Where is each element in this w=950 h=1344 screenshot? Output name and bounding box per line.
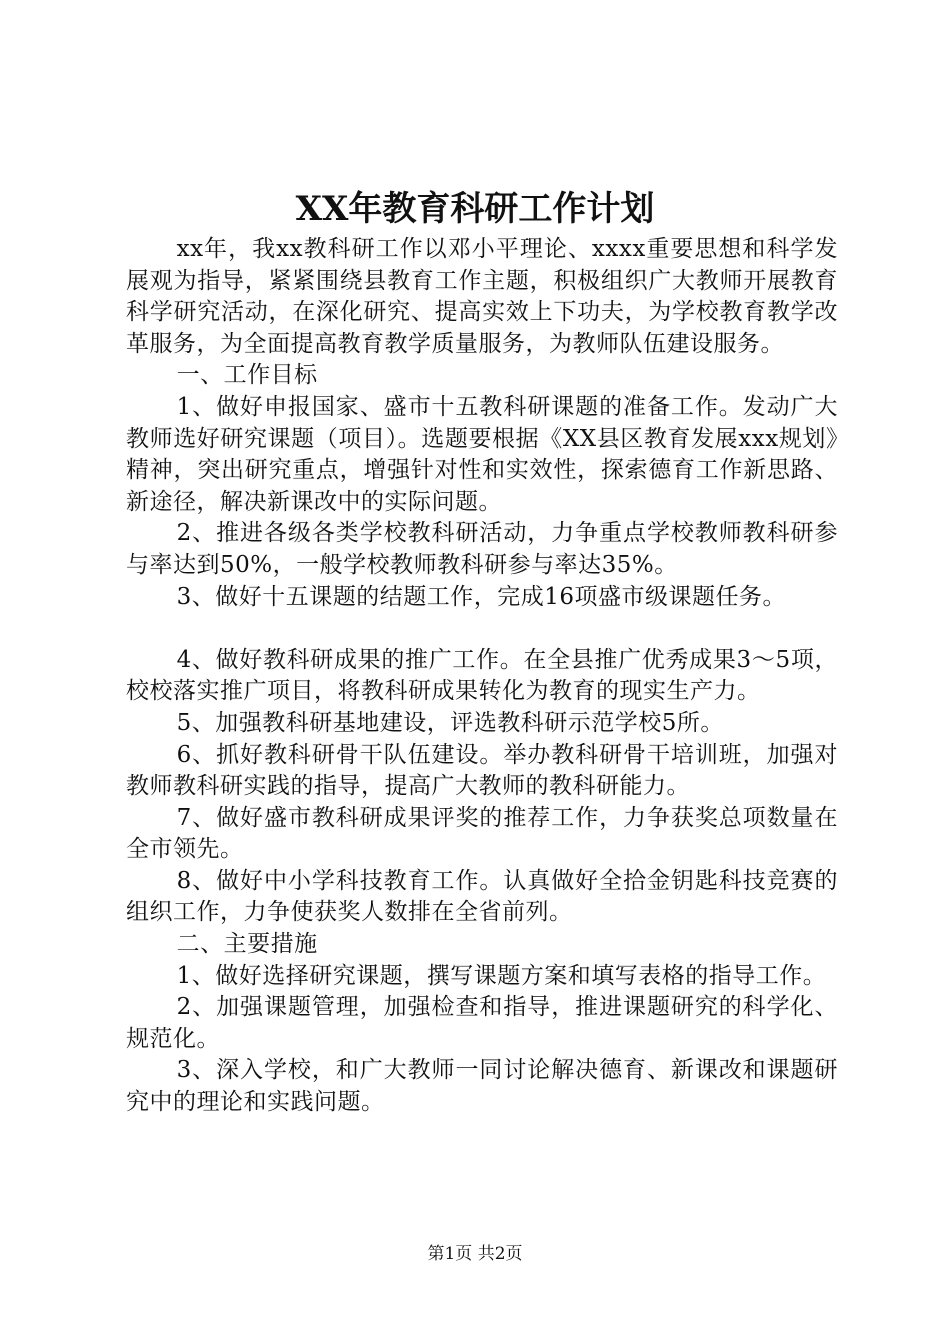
goal-item: 1、做好申报国家、盛市十五教科研课题的准备工作。发动广大教师选好研究课题（项目）。选题要根据《XX县区教育发展xxx规划》精神，突出研究重点，增强针对性和实效性，探索德育工作新思路、新途径，解决新课改中的实际问题。 <box>126 393 838 515</box>
page-footer: 第1页 共2页 <box>427 1244 523 1264</box>
goal-item: 5、加强教科研基地建设，评选教科研示范学校5所。 <box>176 709 724 736</box>
goal-item: 2、推进各级各类学校教科研活动，力争重点学校教师教科研参与率达到50%，一般学校教师教科研参与率达35%。 <box>126 520 838 578</box>
goal-item: 7、做好盛市教科研成果评奖的推荐工作，力争获奖总项数量在全市领先。 <box>126 804 838 863</box>
measure-item: 2、加强课题管理，加强检查和指导，推进课题研究的科学化、规范化。 <box>126 994 838 1052</box>
measure-item: 1、做好选择研究课题，撰写课题方案和填写表格的指导工作。 <box>176 962 827 989</box>
measure-item: 3、深入学校，和广大教师一同讨论解决德育、新课改和课题研究中的理论和实践问题。 <box>126 1057 838 1116</box>
goal-item: 3、做好十五课题的结题工作，完成16项盛市级课题任务。 <box>176 583 786 610</box>
document-title: XX年教育科研工作计划 <box>295 189 655 229</box>
section-heading-measures: 二、主要措施 <box>176 931 318 958</box>
goal-item: 6、抓好教科研骨干队伍建设。举办教科研骨干培训班，加强对教师教科研实践的指导，提高广大教师的教科研能力。 <box>126 741 838 800</box>
document-body <box>126 234 838 1119</box>
section-heading-goals: 一、工作目标 <box>176 362 318 389</box>
intro-paragraph: xx年，我xx教科研工作以邓小平理论、xxxx重要思想和科学发展观为指导，紧紧围绕县教育工作主题，积极组织广大教师开展教育科学研究活动，在深化研究、提高实效上下功夫，为学校教育教学改革服务，为全面提高教育教学质量服务，为教师队伍建设服务。 <box>126 236 838 357</box>
goal-item: 8、做好中小学科技教育工作。认真做好全拾金钥匙科技竞赛的组织工作，力争使获奖人数排在全省前列。 <box>126 867 838 926</box>
goal-item: 4、做好教科研成果的推广工作。在全县推广优秀成果3～5项，校校落实推广项目，将教科研成果转化为教育的现实生产力。 <box>126 646 838 705</box>
